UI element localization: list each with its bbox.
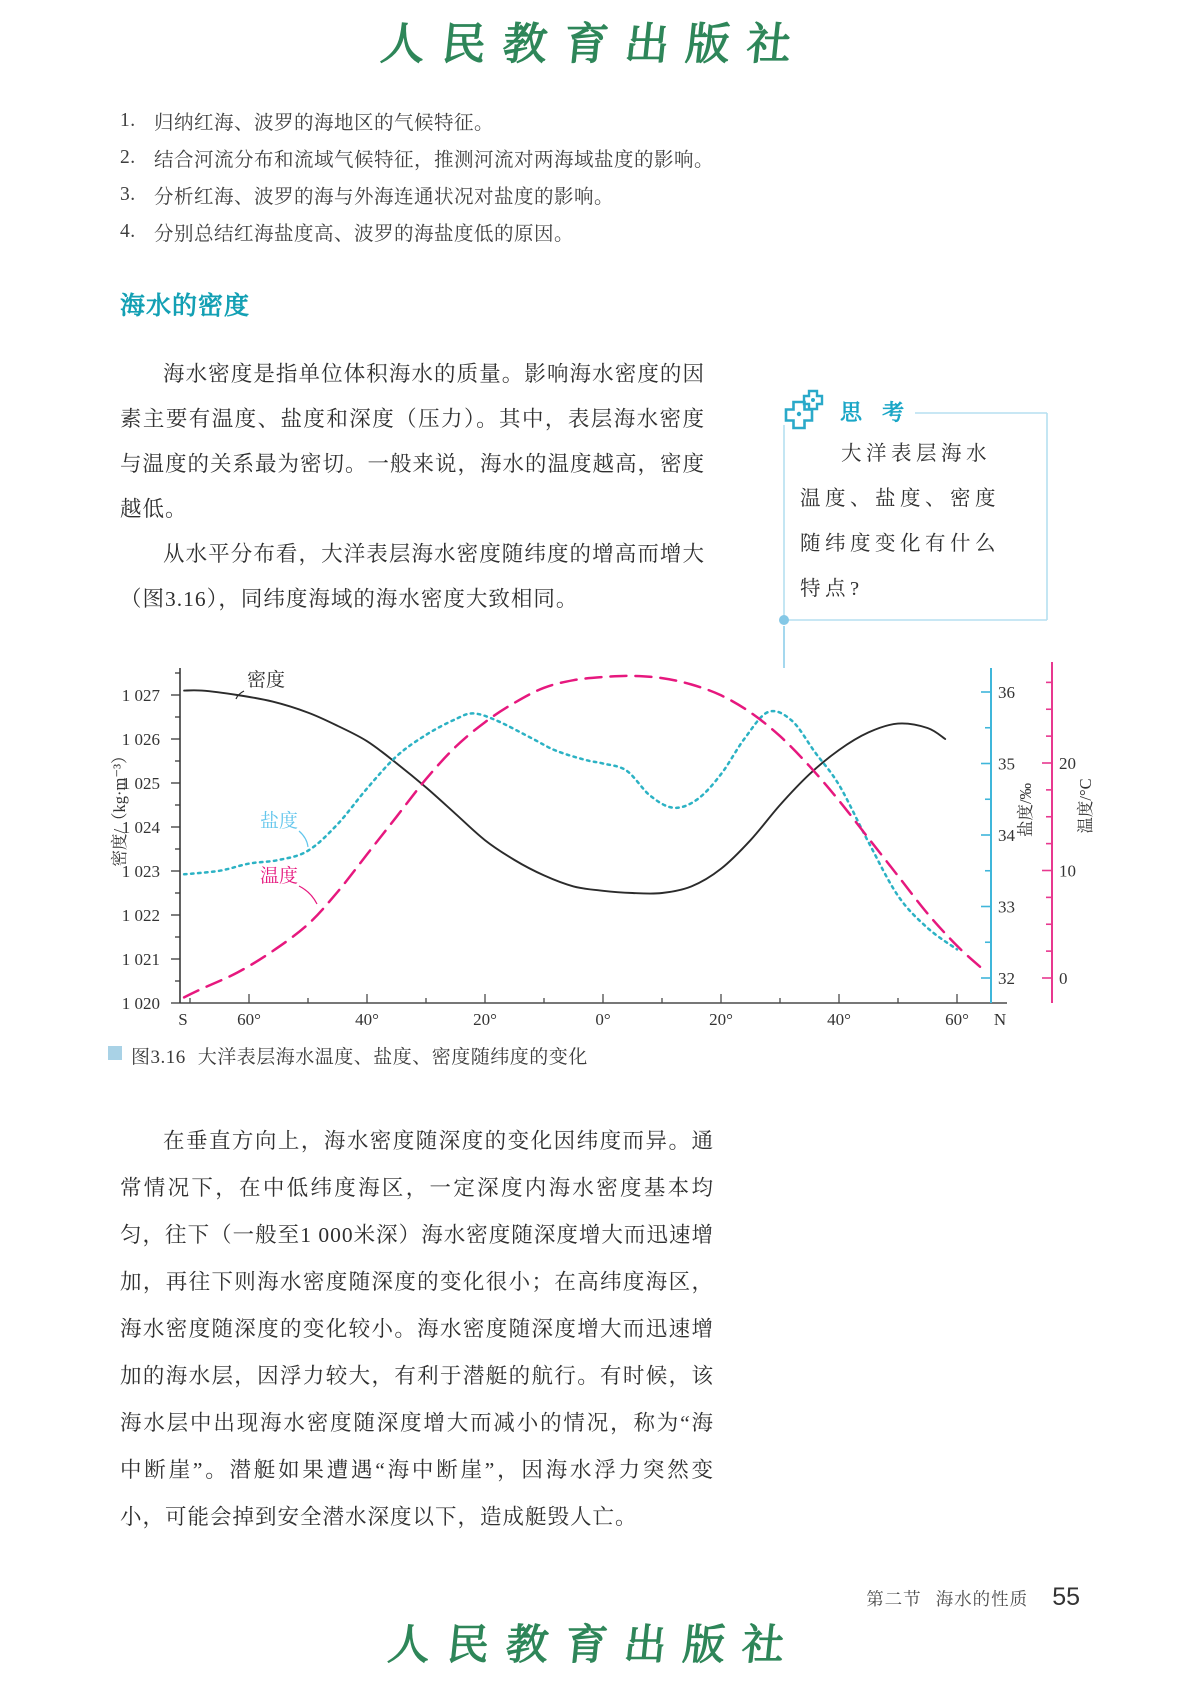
x-tick-label: 20° [709, 1010, 733, 1029]
series-curve-salinity [184, 711, 957, 949]
temperature-tick-label: 0 [1059, 969, 1068, 988]
think-box-line: 特点? [800, 578, 864, 600]
series-label-salinity: 盐度 [260, 811, 299, 832]
figure-chart [95, 612, 1105, 1042]
section-heading: 海水的密度 [120, 292, 251, 320]
list-item-number: 3. [120, 183, 136, 205]
think-box-line: 温度、盐度、密度 [800, 488, 1000, 510]
figure-caption [108, 1042, 588, 1069]
list-item [120, 102, 780, 139]
page-footer [700, 1583, 1080, 1612]
activity-list [120, 102, 780, 250]
density-tick-label: 1 020 [121, 994, 160, 1013]
x-tick-label: 60° [945, 1010, 969, 1029]
footer-section-label: 第二节 [866, 1589, 922, 1609]
density-tick-label: 1 023 [121, 862, 160, 881]
x-tick-label: 40° [827, 1010, 851, 1029]
figure-caption-text: 大洋表层海水温度、盐度、密度随纬度的变化 [197, 1047, 588, 1068]
chart-svg [95, 612, 1105, 1042]
think-icon [782, 386, 830, 434]
list-item-text: 归纳红海、波罗的海地区的气候特征。 [154, 112, 495, 134]
figure-caption-label: 图3.16 [131, 1047, 186, 1068]
publisher-logo-bottom: 人民教育出版社 [385, 1620, 804, 1669]
x-tick-label: 0° [595, 1010, 611, 1029]
x-tick-label: 60° [237, 1010, 261, 1029]
publisher-logo-top: 人民教育出版社 [378, 19, 811, 70]
list-item [120, 213, 780, 250]
think-box-line: 大洋表层海水 [841, 443, 991, 465]
density-tick-label: 1 021 [121, 950, 160, 969]
think-box-line: 随纬度变化有什么 [800, 533, 1000, 555]
list-item-number: 4. [120, 220, 136, 242]
paragraph-horizontal-distribution: 从水平分布看，大洋表层海水密度随纬度的增高而增大（图3.16），同纬度海域的海水密度大致相同。 [120, 542, 705, 611]
salinity-tick-label: 36 [998, 683, 1015, 702]
footer-section-title: 海水的性质 [935, 1589, 1029, 1609]
list-item-text: 分析红海、波罗的海与外海连通状况对盐度的影响。 [154, 186, 615, 208]
salinity-tick-label: 33 [998, 897, 1015, 917]
temperature-tick-label: 10 [1059, 861, 1076, 881]
list-item-text: 结合河流分布和流域气候特征，推测河流对两海域盐度的影响。 [154, 149, 715, 171]
list-item [120, 176, 780, 213]
list-item [120, 139, 780, 176]
density-tick-label: 1 026 [121, 730, 160, 749]
think-box-text [800, 432, 1034, 612]
list-item-number: 1. [120, 109, 136, 131]
density-tick-label: 1 025 [121, 774, 160, 793]
series-label-temperature: 温度 [260, 866, 299, 887]
density-tick-label: 1 022 [121, 906, 160, 925]
density-axis-title: 密度/（kg·m⁻³） [110, 747, 129, 867]
salinity-tick-label: 34 [998, 826, 1015, 845]
list-item-number: 2. [120, 146, 136, 168]
list-item-text: 分别总结红海盐度高、波罗的海盐度低的原因。 [154, 223, 575, 245]
paragraph-density-definition: 海水密度是指单位体积海水的质量。影响海水密度的因素主要有温度、盐度和深度（压力）。其中，表层海水密度与温度的关系最为密切。一般来说，海水的温度越高，密度越低。 [120, 362, 706, 521]
x-tick-label: 40° [355, 1010, 379, 1029]
intro-paragraphs [120, 352, 705, 622]
x-axis-south-label: S [178, 1010, 188, 1029]
salinity-tick-label: 32 [998, 969, 1015, 988]
think-box-title: 思 考 [836, 396, 915, 427]
temperature-axis-title: 温度/°C [1076, 778, 1095, 834]
footer-page-number: 55 [1052, 1583, 1080, 1611]
paragraph-vertical-distribution: 在垂直方向上，海水密度随深度的变化因纬度而异。通常情况下，在中低纬度海区，一定深度内海水密度基本均匀，往下（一般至1 000米深）海水密度随深度增大而迅速增加，再往下则海水密度随深度的变化很小；在高纬度海区，海水密度随深度的变化较小。海水密度随深度增大而迅速增加的海水层，因浮力较大，有利于潜艇的航行。有时候，该海水层中出现海水密度随深度增大而减小的情况，称为“海中断崖”。潜艇如果遭遇“海中断崖”，因海水浮力突然变小，可能会掉到安全潜水深度以下，造成艇毁人亡。 [120, 1129, 714, 1529]
salinity-tick-label: 35 [998, 754, 1015, 774]
series-label-density: 密度 [247, 670, 286, 691]
density-tick-label: 1 027 [121, 686, 160, 705]
x-axis-north-label: N [993, 1010, 1007, 1029]
density-tick-label: 1 024 [121, 818, 160, 837]
salinity-axis-title: 盐度/‰ [1016, 782, 1035, 838]
temperature-tick-label: 20 [1059, 754, 1076, 773]
x-tick-label: 20° [473, 1010, 497, 1029]
caption-bullet-square [108, 1046, 122, 1060]
